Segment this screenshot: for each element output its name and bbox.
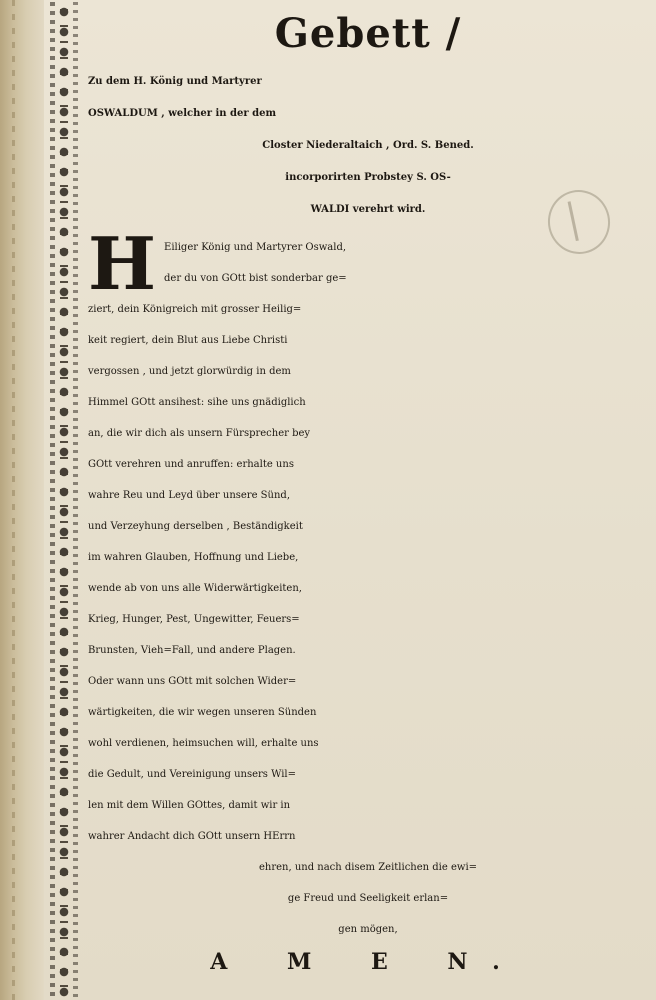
subtitle-line: Zu dem H. König und Martyrer — [88, 76, 262, 87]
prayer-text-block — [88, 6, 648, 979]
body-line: wahre Reu und Leyd über unsere Sünd, — [88, 490, 290, 501]
prayer-body — [88, 221, 648, 979]
body-line: wohl verdienen, heimsuchen will, erhalte uns — [88, 738, 319, 749]
body-line: len mit dem Willen GOttes, damit wir in — [88, 800, 291, 811]
body-line: ehren, und nach disem Zeitlichen die ewi= — [258, 862, 478, 873]
subtitle-line: WALDI verehrt wird. — [310, 204, 426, 215]
body-line: Brunsten, Vieh=Fall, und andere Plagen. — [88, 645, 296, 656]
body-line: Krieg, Hunger, Pest, Ungewitter, Feuers= — [88, 614, 300, 625]
body-line: keit regiert, dein Blut aus Liebe Christi — [88, 335, 288, 346]
subtitle-line: incorporirten Probstey S. OS- — [285, 172, 451, 183]
body-line: und Verzeyhung derselben , Beständigkeit — [88, 521, 303, 532]
body-line: die Gedult, und Vereinigung unsers Wil= — [88, 769, 296, 780]
prayer-subtitle — [88, 66, 648, 226]
drop-cap-initial: H — [88, 221, 157, 306]
prayer-title: Gebett / — [274, 10, 462, 57]
subtitle-line: Closter Niederaltaich , Ord. S. Bened. — [262, 140, 474, 151]
binding-edge — [0, 0, 44, 1000]
body-line: im wahren Glauben, Hoffnung und Liebe, — [88, 552, 299, 563]
body-line: wende ab von uns alle Widerwärtigkeiten, — [88, 583, 302, 594]
body-line: Himmel GOtt ansihest: sihe uns gnädiglich — [88, 397, 306, 408]
body-line: Eiliger König und Martyrer Oswald, — [164, 242, 347, 253]
body-line: gen mögen, — [338, 924, 398, 935]
body-line: vergossen , und jetzt glorwürdig in dem — [88, 366, 291, 377]
body-line: ziert, dein Königreich mit grosser Heilig= — [88, 304, 302, 315]
body-line: GOtt verehren und anruffen: erhalte uns — [88, 459, 294, 470]
closing-amen: A M E N. — [210, 949, 526, 975]
body-line: ge Freud und Seeligkeit erlan= — [287, 893, 449, 904]
body-line: Oder wann uns GOtt mit solchen Wider= — [88, 676, 297, 687]
body-line: an, die wir dich als unsern Fürsprecher bey — [88, 428, 311, 439]
body-line: der du von GOtt bist sonderbar ge= — [164, 273, 347, 284]
body-line: wärtigkeiten, die wir wegen unseren Sünden — [88, 707, 317, 718]
body-line: wahrer Andacht dich GOtt unsern HErrn — [88, 831, 296, 842]
ornamental-border — [48, 2, 80, 998]
subtitle-line: OSWALDUM , welcher in der dem — [88, 108, 277, 119]
